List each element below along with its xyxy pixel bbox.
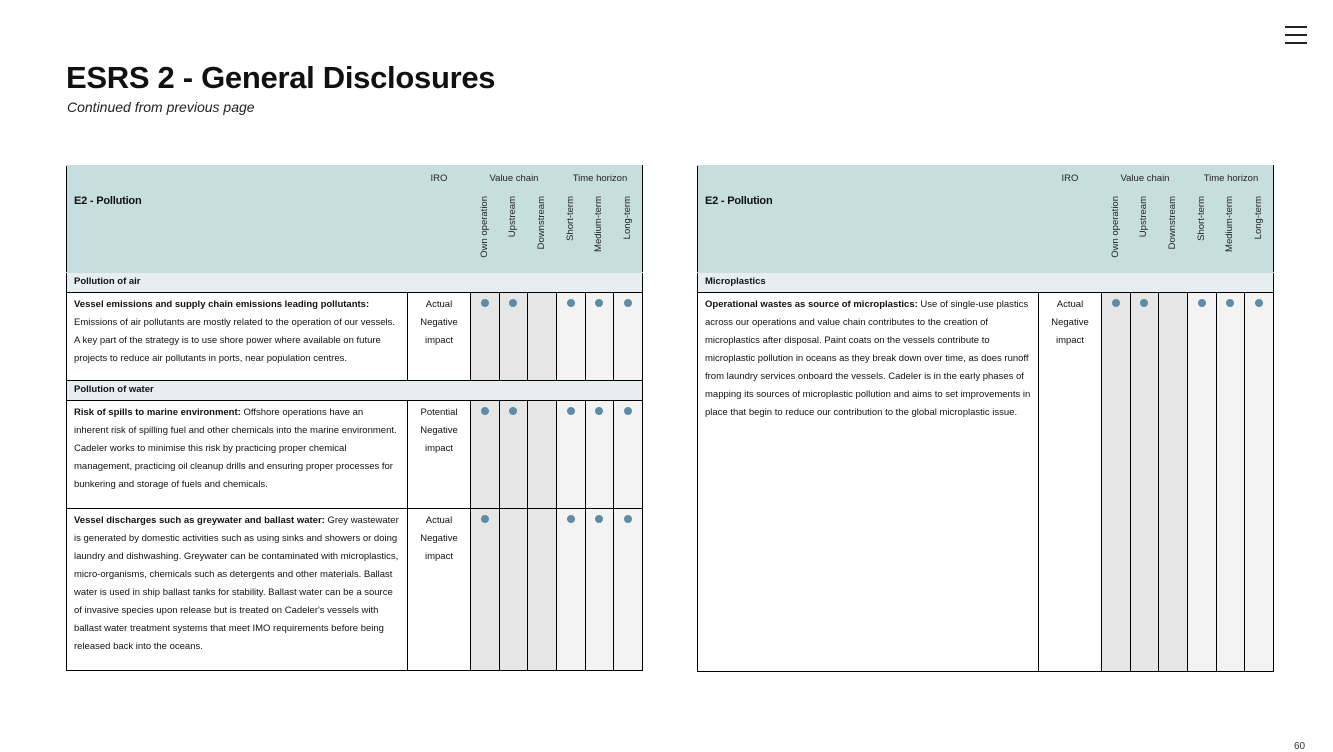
- group-label-value-chain: Value chain: [489, 173, 539, 184]
- indicator-dot: [509, 299, 517, 307]
- indicator-dot: [481, 515, 489, 523]
- mark-cell-own-operation: [1102, 293, 1131, 672]
- iro-label: impact: [425, 335, 453, 346]
- menu-icon[interactable]: [1285, 26, 1307, 48]
- column-header-short-term: Short-term: [564, 196, 576, 241]
- mark-cell-downstream: [528, 509, 557, 671]
- impact-text: Use of single-use plastics across our operations and value chain contributes to the creation of microplastics after disposal. Paint coats on the vessels contribute to microplastic pollution in oceans as they break down over time, as does runoff from laundry services onboard the vessels. Cadeler is in the early phases of mapping its sources of microplastic pollution and aims to set improvements in place that begin to reduce our contribution to the global microplastic issue.: [705, 299, 1031, 418]
- column-header-medium-term: Medium-term: [593, 196, 605, 252]
- indicator-dot: [595, 515, 603, 523]
- impact-description: [67, 293, 408, 381]
- iro-cell: [408, 401, 471, 509]
- table-row: [698, 293, 1274, 672]
- table-title: E2 - Pollution: [705, 195, 773, 207]
- iro-label: Actual: [425, 299, 453, 310]
- iro-label: impact: [425, 443, 453, 454]
- page-title: ESRS 2 - General Disclosures: [66, 60, 496, 95]
- iro-cell: [408, 509, 471, 671]
- table-row: [67, 509, 643, 671]
- table-row: [67, 401, 643, 509]
- indicator-dot: [595, 407, 603, 415]
- column-header-downstream: Downstream: [536, 196, 548, 250]
- iro-cell: [408, 293, 471, 381]
- mark-cell-upstream: [1130, 293, 1159, 672]
- group-label-time-horizon: Time horizon: [1203, 173, 1259, 184]
- indicator-dot: [1140, 299, 1148, 307]
- impact-heading: Operational wastes as source of microplastics:: [705, 299, 918, 310]
- indicator-dot: [595, 299, 603, 307]
- impact-text: Offshore operations have an inherent risk of spilling fuel and other chemicals into the marine environment. Cadeler works to minimise this risk by practicing proper chemical management, practicing oil cleanup drills and ensuring proper processes for bunkering and storage of fuels and chemicals.: [74, 407, 397, 490]
- table-header: [698, 166, 1274, 273]
- column-header-own-operation: Own operation: [1109, 196, 1121, 258]
- column-header-long-term: Long-term: [1253, 196, 1265, 240]
- page-subtitle: Continued from previous page: [67, 99, 255, 115]
- table-header: [67, 166, 643, 273]
- indicator-dot: [509, 407, 517, 415]
- iro-label: Negative: [420, 533, 458, 544]
- indicator-dot: [624, 407, 632, 415]
- impact-heading: Vessel emissions and supply chain emissions leading pollutants:: [74, 299, 370, 310]
- indicator-dot: [481, 407, 489, 415]
- column-header-medium-term: Medium-term: [1224, 196, 1236, 252]
- section-row: [67, 381, 643, 401]
- mark-cell-short-term: [556, 509, 585, 671]
- section-row: [67, 273, 643, 293]
- column-header-downstream: Downstream: [1167, 196, 1179, 250]
- section-title: Pollution of water: [67, 381, 643, 401]
- section-row: [698, 273, 1274, 293]
- mark-cell-long-term: [614, 293, 643, 381]
- e2-pollution-table-left: [66, 165, 643, 671]
- iro-label: Actual: [425, 515, 453, 526]
- mark-cell-medium-term: [585, 401, 614, 509]
- mark-cell-own-operation: [471, 509, 500, 671]
- indicator-dot: [1198, 299, 1206, 307]
- mark-cell-long-term: [614, 509, 643, 671]
- indicator-dot: [1255, 299, 1263, 307]
- impact-description: [698, 293, 1039, 672]
- group-label-value-chain: Value chain: [1120, 173, 1170, 184]
- indicator-dot: [624, 515, 632, 523]
- group-label-time-horizon: Time horizon: [572, 173, 628, 184]
- mark-cell-own-operation: [471, 293, 500, 381]
- impact-description: [67, 401, 408, 509]
- mark-cell-downstream: [1159, 293, 1188, 672]
- impact-heading: Vessel discharges such as greywater and ballast water:: [74, 515, 325, 526]
- indicator-dot: [624, 299, 632, 307]
- column-header-upstream: Upstream: [507, 196, 519, 238]
- column-header-short-term: Short-term: [1195, 196, 1207, 241]
- iro-label: Potential: [420, 407, 458, 418]
- impact-text: Grey wastewater is generated by domestic activities such as using sinks and showers or doing laundry and dishwashing. Greywater can be contaminated with microplastics, micro-organisms, chemicals such as detergents and other materials. Ballast water is used in ship ballast tanks for stability. Ballast water can be a source of invasive species upon release but is treated on Cadeler's vessels with ballast water treatment systems that meet IMO requirements before being released back into the oceans.: [74, 515, 399, 652]
- mark-cell-medium-term: [585, 509, 614, 671]
- indicator-dot: [567, 407, 575, 415]
- mark-cell-own-operation: [471, 401, 500, 509]
- mark-cell-upstream: [499, 509, 528, 671]
- mark-cell-long-term: [1245, 293, 1274, 672]
- group-label-iro: IRO: [1061, 173, 1079, 184]
- impact-text: Emissions of air pollutants are mostly related to the operation of our vessels. A key part of the strategy is to use shore power where available on future projects to reduce air pollutants in ports, near population centres.: [74, 317, 396, 364]
- iro-label: Negative: [1051, 317, 1089, 328]
- column-header-upstream: Upstream: [1138, 196, 1150, 238]
- e2-pollution-table-right: [697, 165, 1274, 672]
- iro-cell: [1039, 293, 1102, 672]
- iro-label: impact: [1056, 335, 1084, 346]
- indicator-dot: [1226, 299, 1234, 307]
- page-number: 60: [1294, 741, 1306, 752]
- mark-cell-medium-term: [585, 293, 614, 381]
- iro-label: Actual: [1056, 299, 1084, 310]
- column-header-own-operation: Own operation: [478, 196, 490, 258]
- indicator-dot: [481, 299, 489, 307]
- impact-heading: Risk of spills to marine environment:: [74, 407, 241, 418]
- mark-cell-long-term: [614, 401, 643, 509]
- iro-label: impact: [425, 551, 453, 562]
- mark-cell-downstream: [528, 401, 557, 509]
- group-label-iro: IRO: [430, 173, 448, 184]
- mark-cell-upstream: [499, 293, 528, 381]
- iro-label: Negative: [420, 425, 458, 436]
- mark-cell-short-term: [1187, 293, 1216, 672]
- section-title: Microplastics: [698, 273, 1274, 293]
- mark-cell-medium-term: [1216, 293, 1245, 672]
- indicator-dot: [567, 299, 575, 307]
- mark-cell-downstream: [528, 293, 557, 381]
- mark-cell-short-term: [556, 401, 585, 509]
- column-header-long-term: Long-term: [622, 196, 634, 240]
- iro-label: Negative: [420, 317, 458, 328]
- impact-description: [67, 509, 408, 671]
- mark-cell-short-term: [556, 293, 585, 381]
- table-row: [67, 293, 643, 381]
- indicator-dot: [1112, 299, 1120, 307]
- mark-cell-upstream: [499, 401, 528, 509]
- table-title: E2 - Pollution: [74, 195, 142, 207]
- indicator-dot: [567, 515, 575, 523]
- section-title: Pollution of air: [67, 273, 643, 293]
